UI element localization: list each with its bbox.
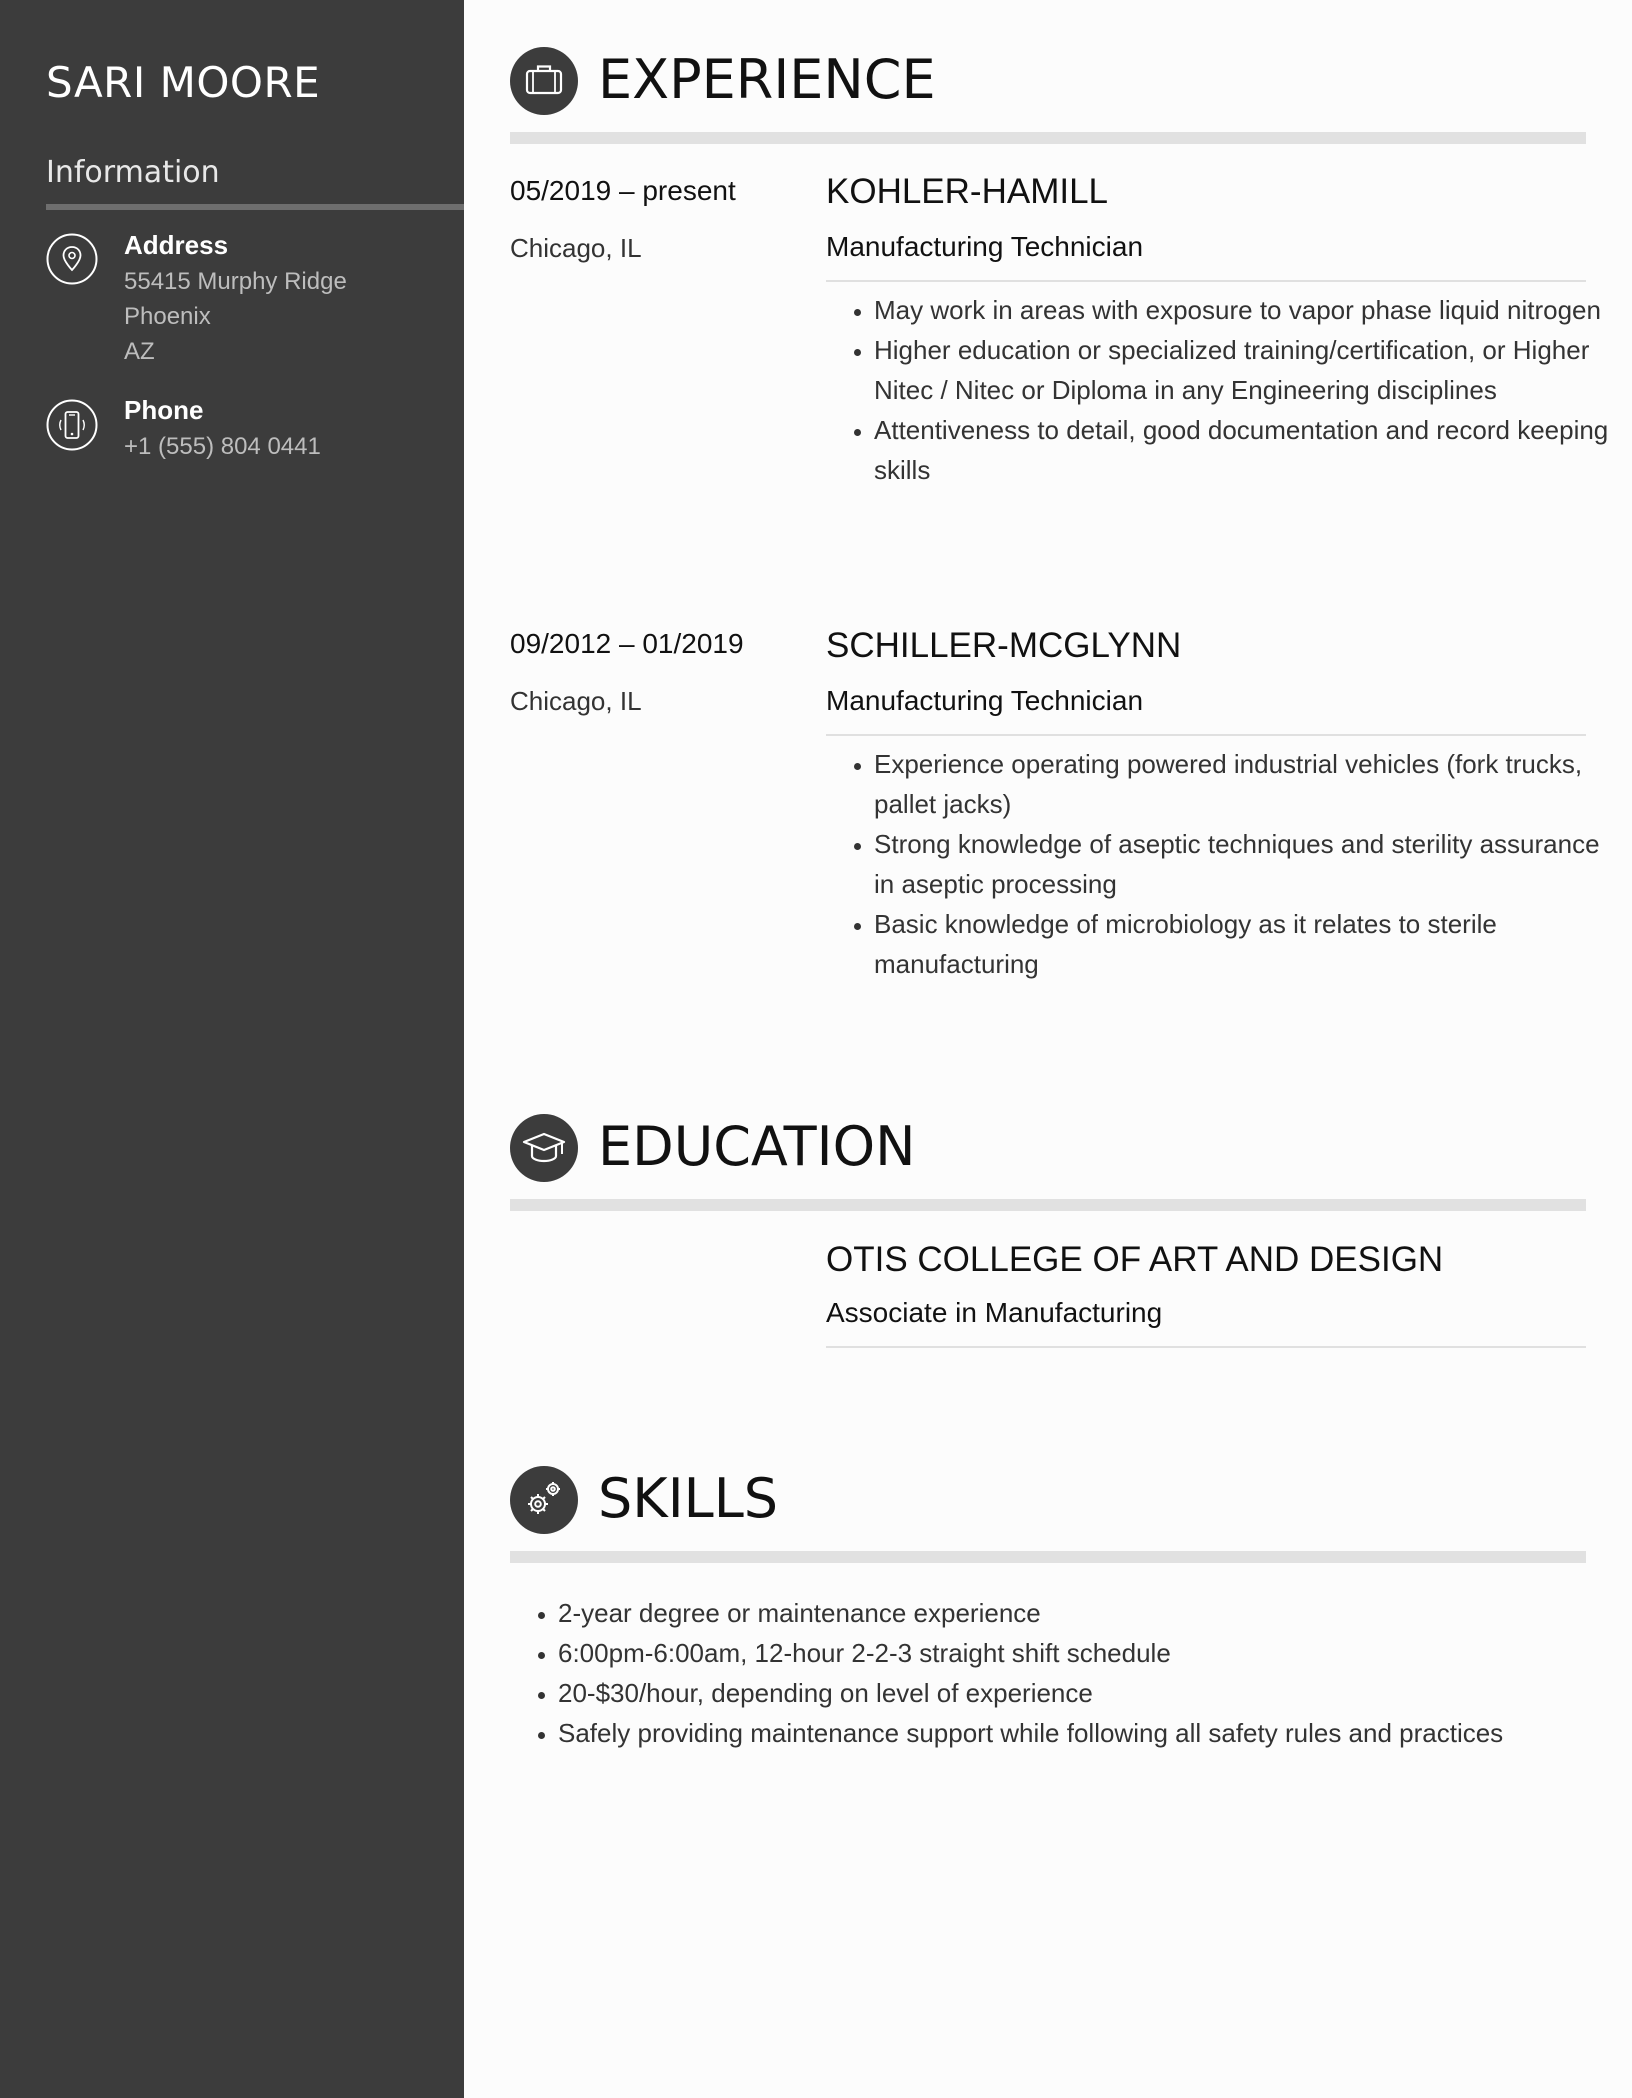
phone-number: +1 (555) 804 0441 [124,433,321,460]
education-heading: EDUCATION [598,1115,916,1178]
job-responsibilities [826,744,1614,984]
address-line-city: Phoenix [124,303,211,330]
job-role: Manufacturing Technician [826,685,1144,716]
job-company: SCHILLER-MCGLYNN [826,626,1182,665]
education-divider [510,1199,1586,1211]
list-item: • 20-$30/hour, depending on level of experience [558,1673,1618,1713]
list-item: • 6:00pm-6:00am, 12-hour 2-2-3 straight shift schedule [558,1633,1618,1673]
list-item: • May work in areas with exposure to vapor phase liquid nitrogen [874,290,1614,330]
address-label: Address [124,230,229,260]
address-line-state: AZ [124,338,155,365]
candidate-name: SARI MOORE [46,58,321,107]
list-item: • Basic knowledge of microbiology as it relates to sterile manufacturing [874,904,1614,984]
gears-icon [510,1466,578,1534]
graduation-cap-icon [510,1114,578,1182]
sidebar [0,0,464,2098]
list-item: • Safely providing maintenance support while following all safety rules and practices [558,1713,1618,1753]
briefcase-icon [510,47,578,115]
job-location: Chicago, IL [510,233,642,263]
job-divider [826,280,1586,282]
job-dates: 09/2012 – 01/2019 [510,628,744,659]
job-responsibilities [826,290,1614,490]
education-entry-divider [826,1346,1586,1348]
mobile-phone-icon [46,399,98,451]
list-item: • Attentiveness to detail, good documentation and record keeping skills [874,410,1614,490]
skills-list [510,1593,1618,1753]
job-dates: 05/2019 – present [510,175,736,206]
skills-heading: SKILLS [598,1467,779,1530]
job-company: KOHLER-HAMILL [826,172,1109,211]
address-line-street: 55415 Murphy Ridge [124,268,347,295]
school-name: OTIS COLLEGE OF ART AND DESIGN [826,1240,1444,1279]
degree: Associate in Manufacturing [826,1297,1163,1328]
information-divider [46,204,464,210]
experience-divider [510,132,1586,144]
experience-heading: EXPERIENCE [598,48,936,111]
job-role: Manufacturing Technician [826,231,1144,262]
list-item: • 2-year degree or maintenance experience [558,1593,1618,1633]
list-item: • Higher education or specialized training/certification, or Higher Nitec / Nitec or Diploma in any Engineering disciplines [874,330,1614,410]
information-heading: Information [46,155,220,190]
job-location: Chicago, IL [510,686,642,716]
skills-divider [510,1551,1586,1563]
list-item: • Experience operating powered industrial vehicles (fork trucks, pallet jacks) [874,744,1614,824]
list-item: • Strong knowledge of aseptic techniques and sterility assurance in aseptic processing [874,824,1614,904]
job-divider [826,734,1586,736]
location-pin-icon [46,233,98,285]
phone-label: Phone [124,395,204,425]
